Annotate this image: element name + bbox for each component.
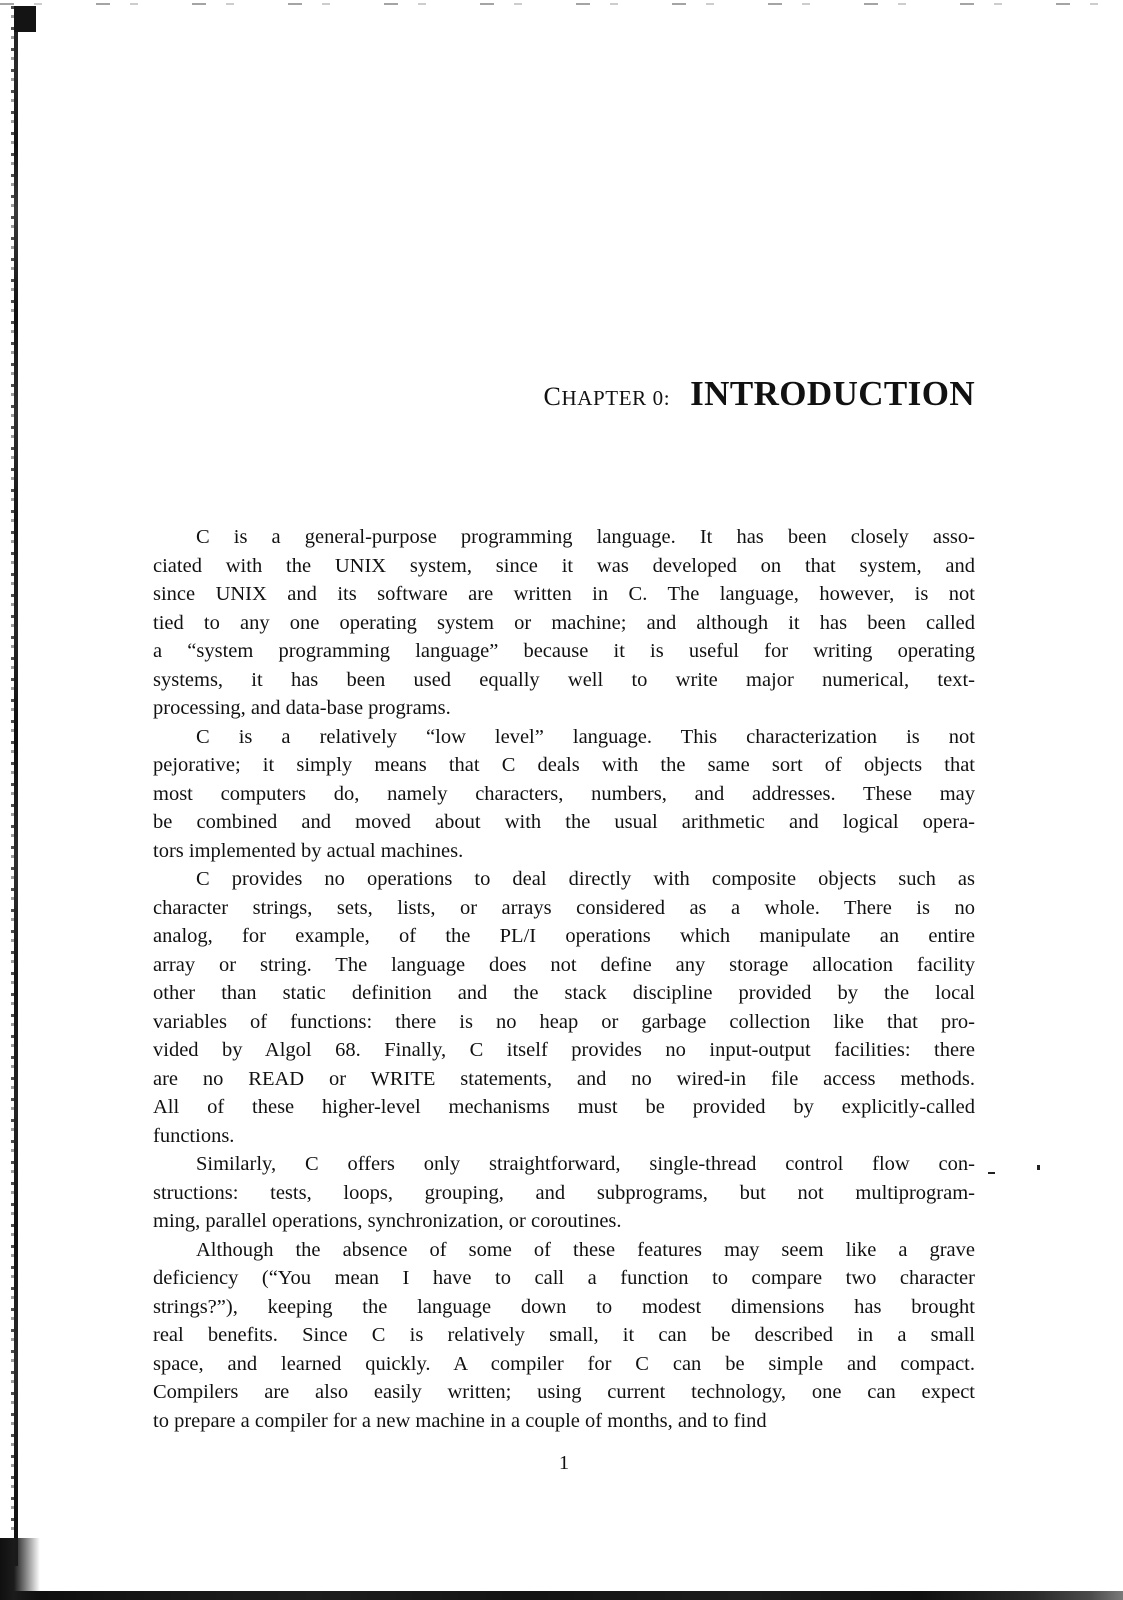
text-line: ciated with the UNIX system, since it was developed on that system, and [153,554,975,577]
text-line: are no READ or WRITE statements, and no wired-in file access methods. [153,1067,975,1090]
text-line: pejorative; it simply means that C deals with the same sort of objects that [153,754,975,776]
text-line: real benefits. Since C is relatively small, it can be described in a small [153,1324,975,1346]
text-line [153,523,975,552]
text-line: functions. [153,1124,235,1147]
text-line: systems, it has been used equally well to write major numerical, text- [153,668,975,691]
text-line-content: Although the absence of some of these features may seem like a grave [196,1238,975,1261]
text-line: tors implemented by actual machines. [153,839,464,862]
body-text [153,523,975,1435]
text-line: since UNIX and its software are written in C. The language, however, is not [153,583,975,605]
text-line: All of these higher-level mechanisms must be provided by explicitly-called [153,1096,975,1118]
chapter-heading [153,374,975,414]
text-line: analog, for example, of the PL/I operations which manipulate an entire [153,925,975,947]
text-line: to prepare a compiler for a new machine in a couple of months, and to find [153,1409,767,1432]
text-line-content: C is a general-purpose programming language. It has been closely asso- [196,526,975,548]
text-line: strings?”), keeping the language down to modest dimensions has brought [153,1295,975,1318]
text-line: a “system programming language” because it is useful for writing operating [153,640,975,662]
text-line: be combined and moved about with the usual arithmetic and logical opera- [153,811,975,833]
chapter-title: INTRODUCTION [690,374,975,413]
text-line-content: C is a relatively “low level” language. This characterization is not [196,725,975,748]
page-number: 1 [558,1452,570,1474]
text-line [153,723,975,752]
text-line [153,1150,975,1179]
text-line: array or string. The language does not define any storage allocation facility [153,953,975,976]
text-line: vided by Algol 68. Finally, C itself provides no input-output facilities: there [153,1039,975,1061]
chapter-label-rest: HAPTER 0: [561,386,671,410]
text-line: other than static definition and the stack discipline provided by the local [153,982,975,1004]
text-line: processing, and data-base programs. [153,697,451,719]
text-line: Compilers are also easily written; using current technology, one can expect [153,1381,975,1403]
text-line: most computers do, namely characters, numbers, and addresses. These may [153,782,975,805]
text-line: tied to any one operating system or machine; and although it has been called [153,611,975,634]
text-line: structions: tests, loops, grouping, and subprograms, but not multiprogram- [153,1181,975,1204]
text-line-content: Similarly, C offers only straightforward, single-thread control flow con- [196,1153,975,1175]
scan-left-binding-edge-artifact [14,6,18,1566]
text-line: character strings, sets, lists, or arrays considered as a whole. There is no [153,896,975,919]
chapter-label-initial: C [543,382,562,411]
scan-bottom-left-corner-artifact [0,1538,40,1600]
text-line: variables of functions: there is no heap or garbage collection like that pro- [153,1010,975,1033]
text-line [153,865,975,894]
page-content [153,0,975,1600]
scan-left-edge-corner-artifact [14,6,36,32]
scan-left-edge-fray-artifact [11,6,17,1566]
chapter-label [543,382,671,411]
text-line: space, and learned quickly. A compiler for C can be simple and compact. [153,1352,975,1375]
text-line: deficiency (“You mean I have to call a function to compare two character [153,1267,975,1289]
text-line [153,1236,975,1265]
scan-speck-artifact [988,1172,995,1174]
scan-speck-artifact [1037,1165,1040,1170]
text-line-content: C provides no operations to deal directly with composite objects such as [196,868,975,890]
text-line: ming, parallel operations, synchronization, or coroutines. [153,1210,622,1232]
